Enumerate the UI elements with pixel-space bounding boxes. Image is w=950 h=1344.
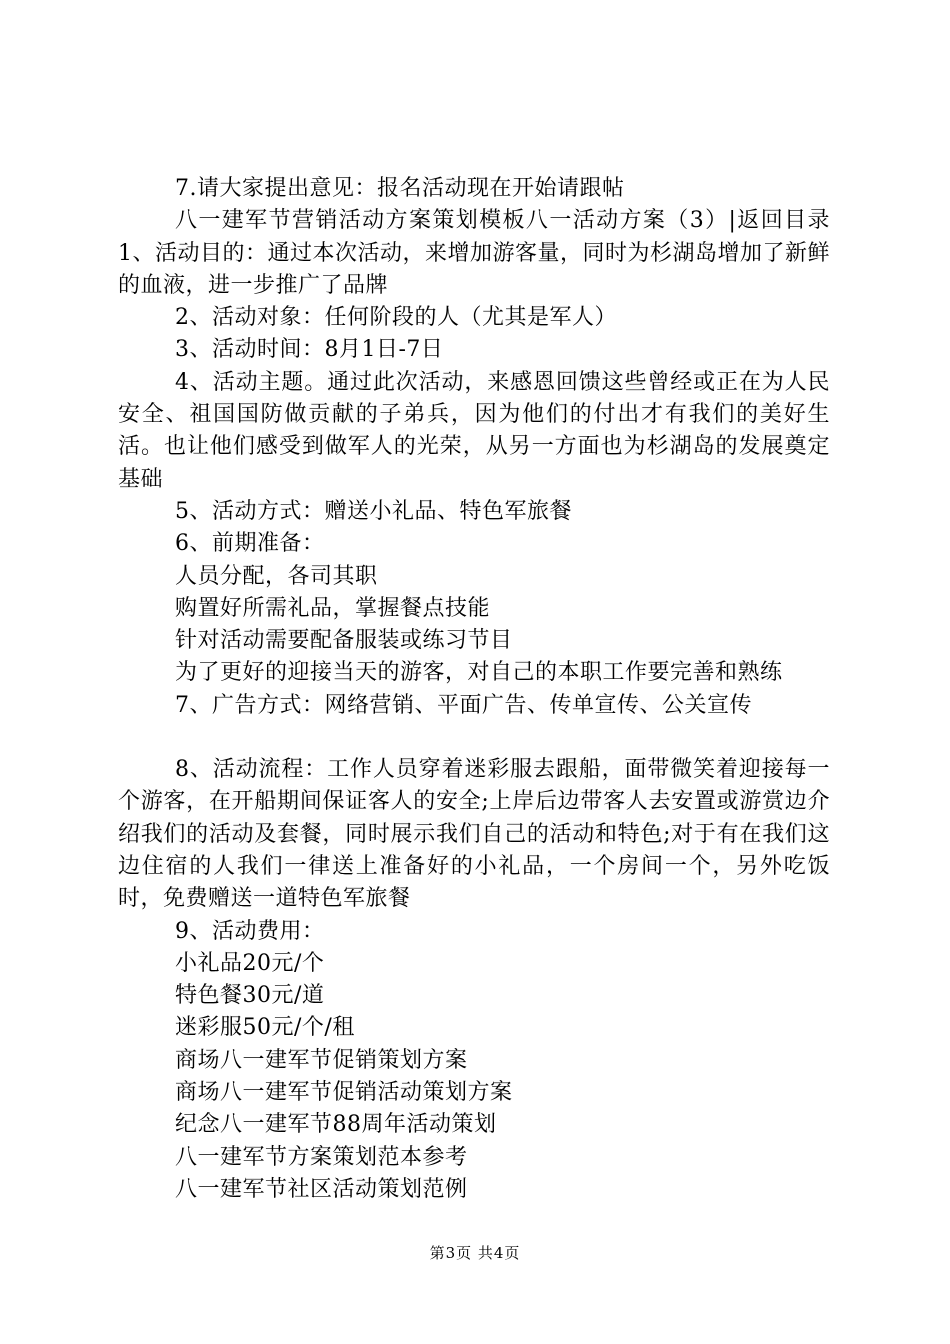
paragraph-7: 6、前期准备：: [175, 531, 325, 557]
paragraph-3: 2、活动对象：任何阶段的人（尤其是军人）: [175, 305, 617, 331]
paragraph-5: 4、活动主题。通过此次活动，来感恩回馈这些曾经或正在为人民安全、祖国国防做贡献的子弟兵，因为他们的付出才有我们的美好生活。也让他们感受到做军人的光荣，从另一方面也为杉湖岛的发展奠定基础: [118, 369, 830, 492]
paragraph-4: 3、活动时间：8月1日-7日: [175, 337, 444, 363]
paragraph-8: 人员分配，各司其职: [175, 563, 378, 589]
paragraph-18: 商场八一建军节促销策划方案: [175, 1047, 468, 1073]
paragraph-13: 8、活动流程：工作人员穿着迷彩服去跟船，面带微笑着迎接每一个游客，在开船期间保证客人的安全;上岸后边带客人去安置或游赏边介绍我们的活动及套餐，同时展示我们自己的活动和特色;对于有在我们这边住宿的人我们一律送上准备好的小礼品，一个房间一个，另外吃饭时，免费赠送一道特色军旅餐: [118, 757, 830, 912]
paragraph-14: 9、活动费用：: [175, 918, 325, 944]
paragraph-21: 八一建军节方案策划范本参考: [175, 1144, 468, 1170]
paragraph-9: 购置好所需礼品，掌握餐点技能: [175, 595, 491, 621]
paragraph-16: 特色餐30元/道: [175, 983, 325, 1009]
document-body: [118, 173, 830, 1206]
paragraph-15: 小礼品20元/个: [175, 950, 325, 976]
paragraph-11: 为了更好的迎接当天的游客，对自己的本职工作要完善和熟练: [175, 660, 783, 686]
paragraph-2: 八一建军节营销活动方案策划模板八一活动方案（3）|返回目录1、活动目的：通过本次活动，来增加游客量，同时为杉湖岛增加了新鲜的血液，进一步推广了品牌: [118, 208, 830, 298]
page-number-footer: 第3页 共4页: [429, 1244, 521, 1262]
paragraph-10: 针对活动需要配备服装或练习节目: [175, 628, 513, 654]
paragraph-20: 纪念八一建军节88周年活动策划: [175, 1112, 497, 1138]
paragraph-17: 迷彩服50元/个/租: [175, 1015, 355, 1041]
paragraph-1: 7.请大家提出意见：报名活动现在开始请跟帖: [175, 176, 625, 201]
paragraph-12: 7、广告方式：网络营销、平面广告、传单宣传、公关宣传: [175, 692, 752, 718]
paragraph-6: 5、活动方式：赠送小礼品、特色军旅餐: [175, 498, 572, 524]
paragraph-22: 八一建军节社区活动策划范例: [175, 1176, 468, 1202]
paragraph-19: 商场八一建军节促销活动策划方案: [175, 1080, 513, 1106]
